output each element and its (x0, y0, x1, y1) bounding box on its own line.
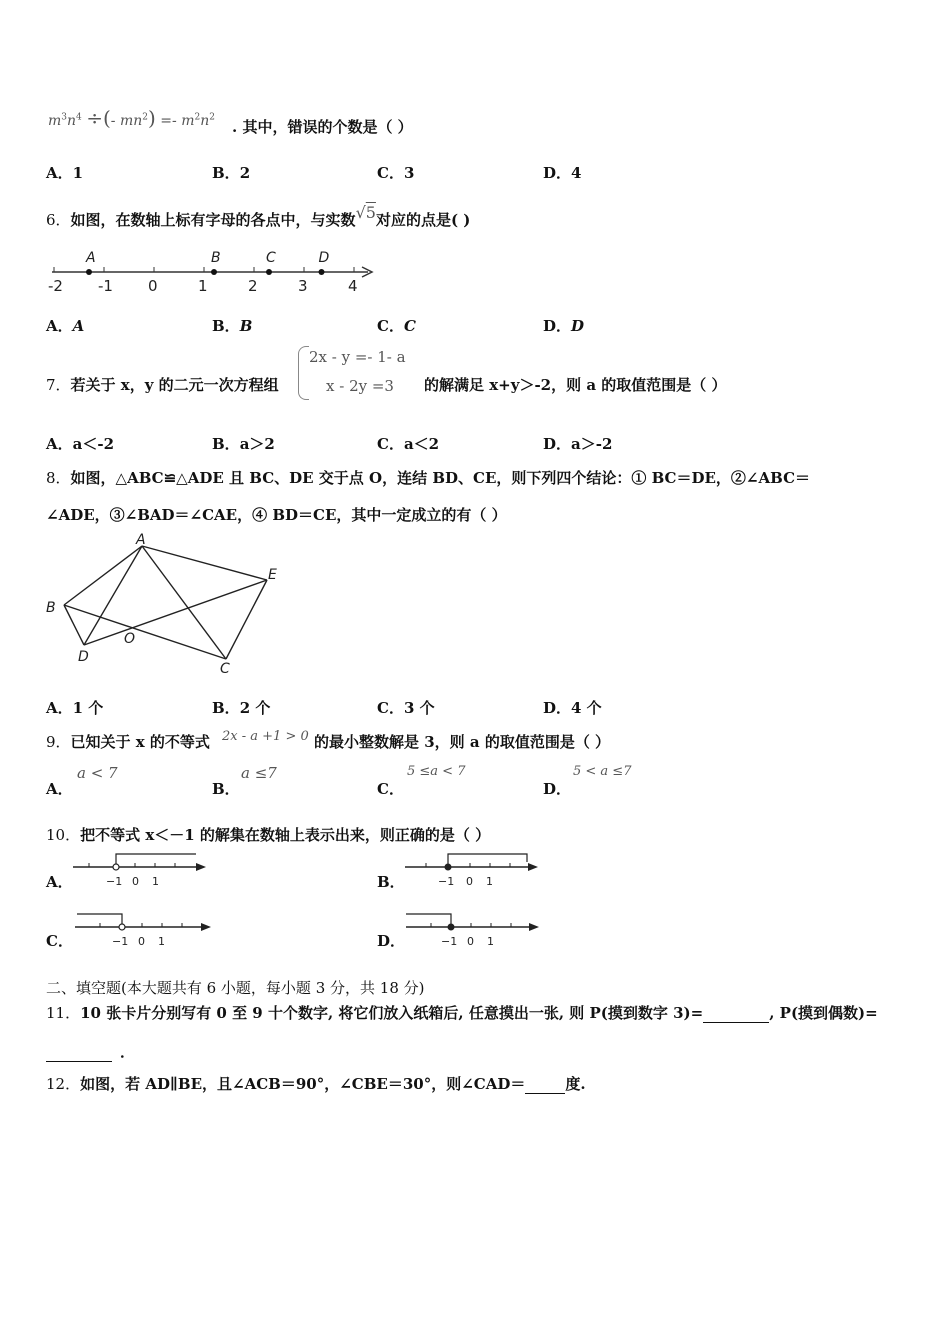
tick-label: 0 (148, 277, 158, 295)
svg-text:−1: −1 (438, 875, 455, 888)
point-label-d: D (318, 250, 330, 266)
point-c (266, 269, 272, 275)
point-b (211, 269, 217, 275)
open-dot (113, 864, 119, 870)
q7-option-b: B．a＞2 (212, 435, 275, 453)
svg-text:0: 0 (138, 935, 145, 948)
q8-line-1: 8．如图，△ABC≌△ADE 且 BC、DE 交于点 O，连结 BD、CE，则下列四个结论：① BC＝DE，②∠ABC＝ (46, 469, 811, 487)
solution-range (448, 854, 527, 867)
q10-option-c-letter: C． (46, 932, 73, 950)
q7-option-a: A．a＜-2 (46, 435, 115, 453)
q5-option-d: D．4 (543, 164, 582, 182)
q7-stem-before: 7．若关于 x，y 的二元一次方程组 (46, 376, 279, 394)
svg-text:−1: −1 (106, 875, 123, 888)
q10-option-b-letter: B． (377, 873, 405, 891)
q7-equation-1: 2x - y =- 1- a (309, 348, 406, 366)
q7-stem-after: 的解满足 x+y＞-2，则 a 的取值范围是（ ） (424, 376, 727, 394)
label-a: A (136, 533, 146, 548)
q5-stem: . 其中，错误的个数是（ ） (232, 118, 413, 136)
segment-de (84, 580, 267, 645)
q8-option-d: D．4 个 (543, 699, 602, 717)
q9-option-c-letter: C． (377, 780, 404, 798)
tick-label: 3 (298, 277, 308, 295)
svg-text:0: 0 (132, 875, 139, 888)
q9-stem-after: 的最小整数解是 3，则 a 的取值范围是（ ） (314, 733, 611, 751)
solution-range (116, 854, 196, 867)
q7-equation-2: x - 2y =3 (326, 377, 394, 395)
label-b: B (46, 600, 56, 616)
q7-option-d: D．a＞-2 (543, 435, 613, 453)
q6-option-d: D．D (543, 317, 585, 335)
svg-text:1: 1 (152, 875, 159, 888)
point-a (86, 269, 92, 275)
q8-option-b: B．2 个 (212, 699, 271, 717)
q10-stem: 10．把不等式 x＜－1 的解集在数轴上表示出来，则正确的是（ ） (46, 826, 491, 844)
q9-option-d-letter: D． (543, 780, 572, 798)
segment-ab (64, 546, 142, 605)
q8-figure (44, 533, 286, 679)
q7-brace (298, 346, 309, 400)
label-d: D (78, 649, 89, 665)
arrow-icon (528, 863, 538, 871)
closed-dot (448, 924, 454, 930)
q9-option-b-letter: B． (212, 780, 240, 798)
label-e: E (268, 567, 277, 583)
tick-label: -2 (48, 277, 63, 295)
q5-option-c: C．3 (377, 164, 415, 182)
closed-dot (445, 864, 451, 870)
q5-option-a: A．1 (46, 164, 84, 182)
q10-option-b-number-line (402, 850, 542, 890)
segment-ae (142, 546, 267, 580)
q8-option-c: C．3 个 (377, 699, 435, 717)
point-label-b: B (211, 250, 221, 266)
q9-option-a-value: a < 7 (77, 764, 118, 782)
q9-option-b-value: a ≤7 (241, 764, 277, 782)
point-label-c: C (266, 250, 276, 266)
arrow-icon (196, 863, 206, 871)
tick-label: 1 (198, 277, 208, 295)
q5-option-b: B．2 (212, 164, 251, 182)
svg-text:1: 1 (158, 935, 165, 948)
q11-blank-2[interactable] (46, 1043, 112, 1062)
q8-line-2: ∠ADE，③∠BAD＝∠CAE，④ BD＝CE，其中一定成立的有（ ） (46, 506, 507, 524)
q8-option-a: A．1 个 (46, 699, 104, 717)
q10-option-d-number-line (403, 908, 545, 950)
point-d (319, 269, 325, 275)
tick-label: -1 (98, 277, 113, 295)
q10-option-c-number-line (72, 908, 217, 950)
q10-option-d-letter: D． (377, 932, 406, 950)
q6-number-line (44, 246, 384, 296)
q12-line: 12．如图，若 AD∥BE，且∠ACB＝90°，∠CBE＝30°，则∠CAD＝ 度. (46, 1075, 586, 1093)
arrow-icon (529, 923, 539, 931)
svg-text:−1: −1 (441, 935, 458, 948)
label-o: O (124, 631, 136, 647)
q6-option-c: C．C (377, 317, 416, 335)
q10-option-a-letter: A． (46, 873, 73, 891)
svg-text:1: 1 (487, 935, 494, 948)
q10-option-a-number-line (70, 850, 210, 890)
svg-text:0: 0 (466, 875, 473, 888)
segment-ac (142, 546, 226, 659)
q9-stem-before: 9．已知关于 x 的不等式 (46, 733, 210, 751)
solution-range (406, 914, 451, 927)
q9-option-a-letter: A． (46, 780, 73, 798)
tick-label: 4 (348, 277, 358, 295)
q9-option-c-value: 5 ≤a < 7 (407, 764, 466, 779)
label-c: C (220, 661, 230, 677)
q9-inequality: 2x - a +1 > 0 (222, 729, 309, 744)
section-2-title: 二、填空题(本大题共有 6 小题，每小题 3 分，共 18 分) (46, 979, 425, 997)
q12-blank[interactable] (525, 1075, 565, 1094)
q11-line-2: ． (46, 1041, 135, 1062)
q11-line-1: 11．10 张卡片分别写有 0 至 9 十个数字, 将它们放入纸箱后, 任意摸出一张, 则 P(摸到数字 3)= , P(摸到偶数)= (46, 1004, 878, 1022)
q11-blank-1[interactable] (703, 1004, 769, 1023)
q6-option-a: A．A (46, 317, 85, 335)
q6-stem: 6．如图，在数轴上标有字母的各点中，与实数√5对应的点是( ) (46, 203, 471, 229)
svg-text:1: 1 (486, 875, 493, 888)
point-label-a: A (86, 250, 96, 266)
tick-label: 2 (248, 277, 258, 295)
svg-text:0: 0 (467, 935, 474, 948)
q7-option-c: C．a＜2 (377, 435, 440, 453)
q5-expression: $m^3n^4$ ÷(- $mn^2) =- m^2n^2$ (48, 106, 215, 130)
arrow-icon (201, 923, 211, 931)
svg-text:−1: −1 (112, 935, 129, 948)
q9-option-d-value: 5 < a ≤7 (573, 764, 632, 779)
q6-option-b: B．B (212, 317, 253, 335)
open-dot (119, 924, 125, 930)
